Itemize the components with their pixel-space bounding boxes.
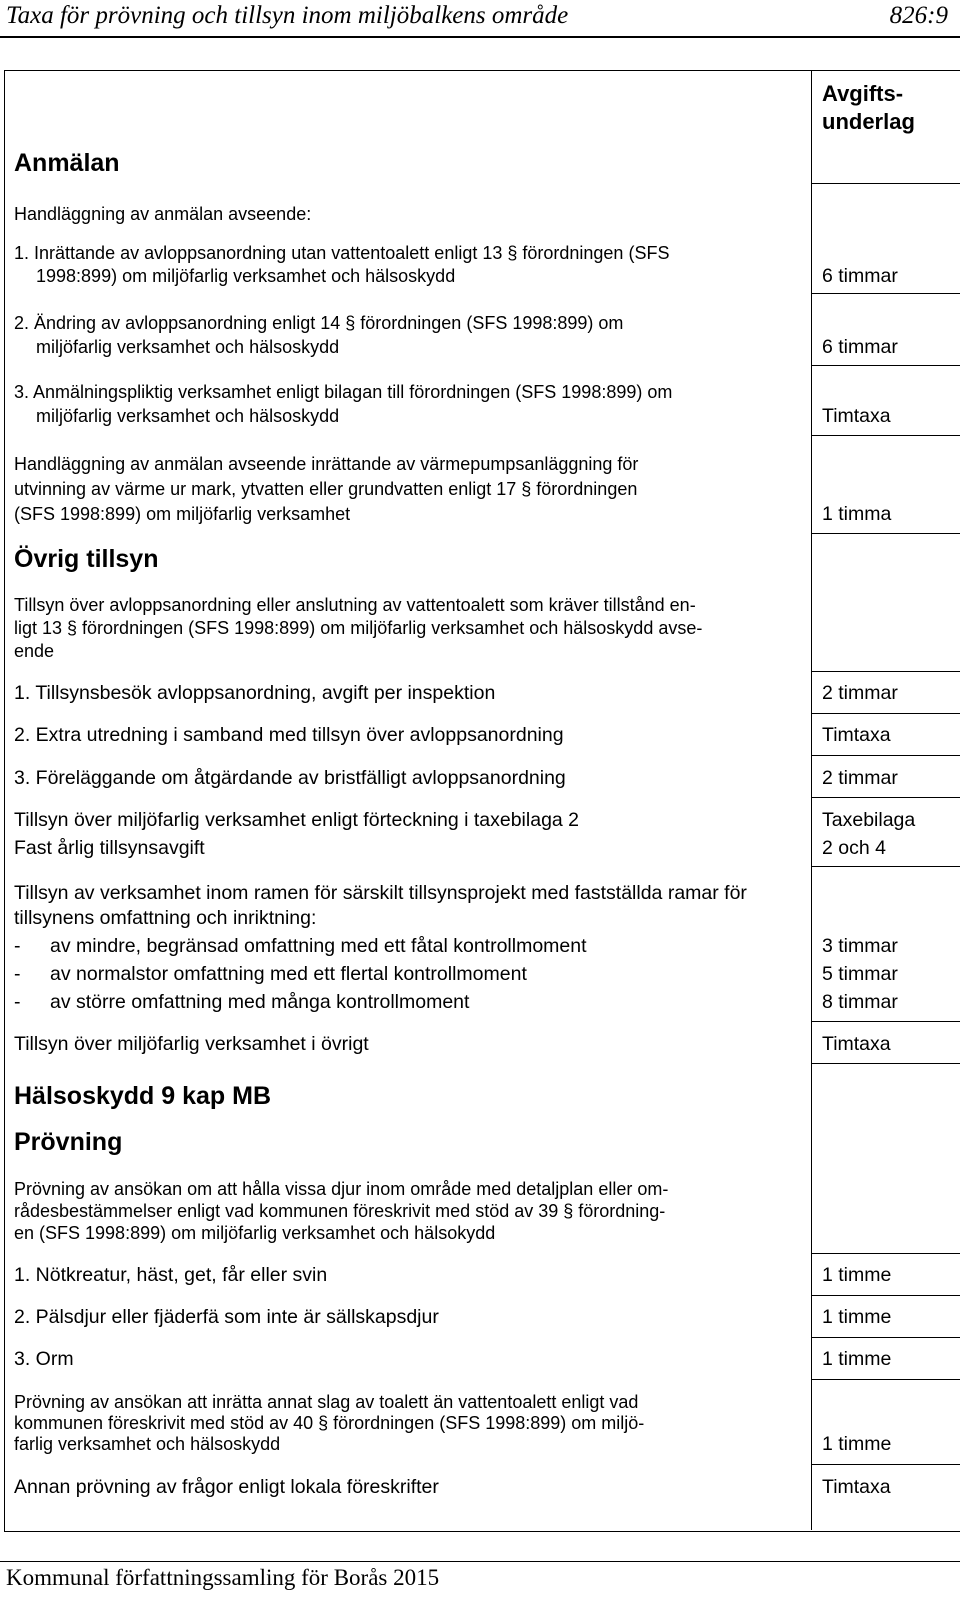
provning-item2: 2. Pälsdjur eller fjäderfä som inte är sällskapsdjur [14,1306,439,1328]
fee-row-divider [811,797,960,798]
projekt-line2: tillsynens omfattning och inriktning: [14,907,317,929]
taxebilaga-fee: Taxebilaga [822,809,916,831]
fee-row-divider [811,1021,960,1022]
fee-row-divider [811,755,960,756]
ovrig-intro-line3: ende [14,641,55,661]
fee-row-divider [811,866,960,867]
fee-row-divider [811,435,960,436]
page-header [0,0,960,34]
provning-item1-fee: 1 timme [822,1264,892,1286]
footer-text: Kommunal författningssamling för Borås 2015 [6,1565,440,1590]
toalett-fee: 1 timme [822,1433,892,1455]
fee-row-divider [811,1253,960,1254]
ovrig-item2-fee: Timtaxa [822,724,891,746]
footer-rule [0,1561,960,1562]
provning-intro-line3: en (SFS 1998:899) om miljöfarlig verksamhet och hälsokydd [14,1223,496,1243]
fast-avgift-text: Fast årlig tillsynsavgift [14,837,205,859]
provning-item1: 1. Nötkreatur, häst, get, får eller svin [14,1264,328,1286]
anmalan-item2-line2: miljöfarlig verksamhet och hälsoskydd [36,337,340,357]
anmalan-item3-line2: miljöfarlig verksamhet och hälsoskydd [36,406,340,426]
ovrig-intro-line1: Tillsyn över avloppsanordning eller anslutning av vattentoalett som kräver tillstånd en- [14,595,696,615]
taxebilaga-text: Tillsyn över miljöfarlig verksamhet enligt förteckning i taxebilaga 2 [14,809,580,831]
projekt-item-dash: - [14,991,21,1013]
provning-intro-line1: Prövning av ansökan om att hålla vissa djur inom område med detaljplan eller om- [14,1179,669,1199]
projekt-item-fee: 8 timmar [822,991,898,1013]
fee-row-divider [811,1337,960,1338]
section-heading-anmalan: Anmälan [14,149,120,177]
ovrig-item3-fee: 2 timmar [822,767,898,789]
section-heading-halsoskydd: Hälsoskydd 9 kap MB [14,1082,272,1110]
varme-fee: 1 timma [822,503,892,525]
varme-line2: utvinning av värme ur mark, ytvatten eller grundvatten enligt 17 § förordningen [14,479,638,499]
toalett-line1: Prövning av ansökan att inrätta annat slag av toalett än vattentoalett enligt vad [14,1392,639,1412]
ovrig-intro-line2: ligt 13 § förordningen (SFS 1998:899) om miljöfarlig verksamhet och hälsoskydd avse- [14,618,703,638]
varme-line1: Handläggning av anmälan avseende inrättande av värmepumpsanläggning för [14,454,639,474]
projekt-item-text: av normalstor omfattning med ett flertal kontrollmoment [50,963,527,985]
fee-row-divider [811,1063,960,1064]
anmalan-item1-line1: 1. Inrättande av avloppsanordning utan vattentoalett enligt 13 § förordningen (SFS [14,243,670,263]
fee-column-header-line: Avgifts- [822,81,904,106]
anmalan-intro: Handläggning av anmälan avseende: [14,204,312,224]
page-number: 826:9 [889,2,948,29]
projekt-item-fee: 5 timmar [822,963,898,985]
document-title: Taxa för prövning och tillsyn inom miljöbalkens område [6,2,569,29]
projekt-item-text: av mindre, begränsad omfattning med ett fåtal kontrollmoment [50,935,587,957]
provning-intro-line2: rådesbestämmelser enligt vad kommunen föreskrivit med stöd av 39 § förordning- [14,1201,666,1221]
lokala-fee: Timtaxa [822,1476,891,1498]
provning-item2-fee: 1 timme [822,1306,892,1328]
projekt-item-dash: - [14,963,21,985]
section-heading-ovrig-tillsyn: Övrig tillsyn [14,545,159,573]
fee-row-divider [811,183,960,184]
fee-row-divider [811,1295,960,1296]
ovrig-item2: 2. Extra utredning i samband med tillsyn över avloppsanordning [14,724,564,746]
header-rule [0,36,960,38]
fee-column-header-line: underlag [822,109,915,134]
ovrigt-fee: Timtaxa [822,1033,891,1055]
projekt-item-dash: - [14,935,21,957]
toalett-line3: farlig verksamhet och hälsoskydd [14,1434,281,1454]
ovrig-item1-fee: 2 timmar [822,682,898,704]
ovrig-item3: 3. Föreläggande om åtgärdande av bristfälligt avloppsanordning [14,767,566,789]
projekt-line1: Tillsyn av verksamhet inom ramen för särskilt tillsynsprojekt med fastställda ramar för [14,882,747,904]
projekt-item-text: av större omfattning med många kontrollmoment [50,991,470,1013]
fee-row-divider [811,671,960,672]
lokala-text: Annan prövning av frågor enligt lokala föreskrifter [14,1476,439,1498]
fee-column-divider [811,70,812,1530]
fee-row-divider [811,533,960,534]
toalett-line2: kommunen föreskrivit med stöd av 40 § förordningen (SFS 1998:899) om miljö- [14,1413,645,1433]
fee-row-divider [811,1464,960,1465]
provning-item3-fee: 1 timme [822,1348,892,1370]
section-subheading-provning: Prövning [14,1128,123,1156]
ovrig-item1: 1. Tillsynsbesök avloppsanordning, avgift per inspektion [14,682,496,704]
anmalan-item2-line1: 2. Ändring av avloppsanordning enligt 14 § förordningen (SFS 1998:899) om [14,313,624,333]
fee-row-divider [811,1379,960,1380]
fee-row-divider [811,293,960,294]
varme-line3: (SFS 1998:899) om miljöfarlig verksamhet [14,504,351,524]
fast-avgift-fee: 2 och 4 [822,837,886,859]
anmalan-item3-fee: Timtaxa [822,405,891,427]
anmalan-item1-fee: 6 timmar [822,265,898,287]
anmalan-item2-fee: 6 timmar [822,336,898,358]
anmalan-item3-line1: 3. Anmälningspliktig verksamhet enligt bilagan till förordningen (SFS 1998:899) om [14,382,673,402]
projekt-item-fee: 3 timmar [822,935,898,957]
provning-item3: 3. Orm [14,1348,74,1370]
ovrigt-text: Tillsyn över miljöfarlig verksamhet i övrigt [14,1033,369,1055]
fee-row-divider [811,365,960,366]
anmalan-item1-line2: 1998:899) om miljöfarlig verksamhet och hälsoskydd [36,266,456,286]
fee-row-divider [811,713,960,714]
fee-column-header [822,80,915,136]
